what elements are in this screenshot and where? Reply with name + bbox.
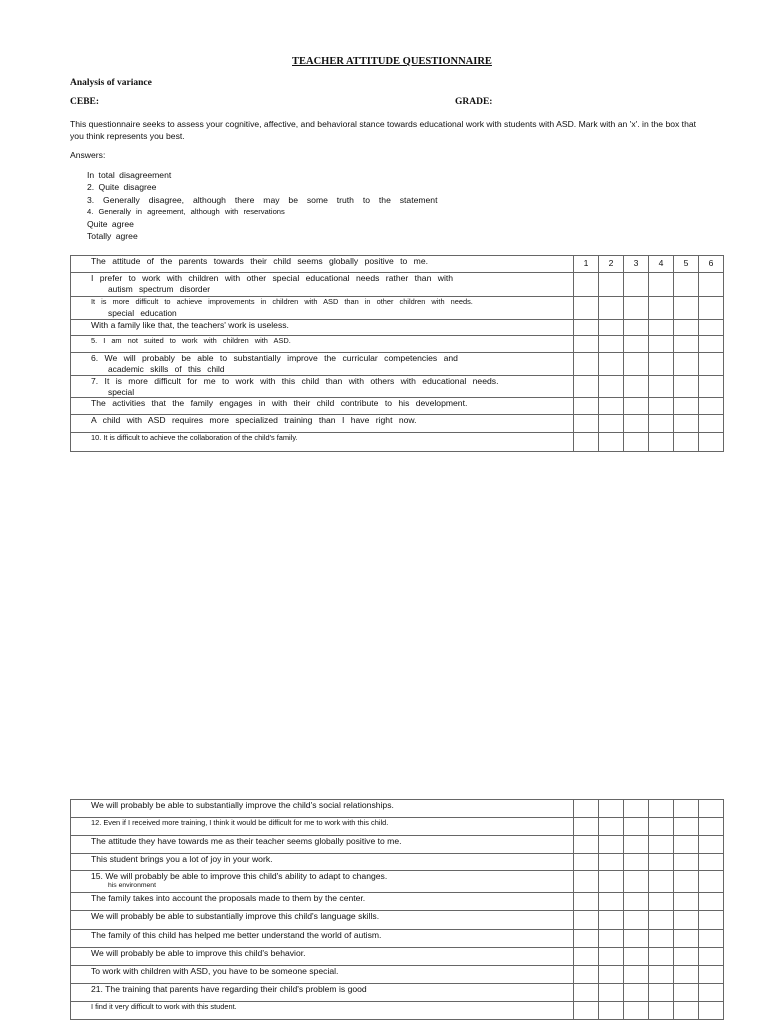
answer-checkbox-cell[interactable]: [699, 273, 724, 297]
answer-checkbox-cell[interactable]: [674, 433, 699, 452]
answer-checkbox-cell[interactable]: [649, 800, 674, 818]
question-text: [71, 818, 574, 836]
scale-header-1[interactable]: 1: [574, 256, 599, 273]
answer-checkbox-cell[interactable]: [699, 966, 724, 984]
question-label: We will probably be able to improve this child's behavior.: [91, 948, 306, 958]
question-row: [71, 353, 724, 376]
question-label: With a family like that, the teachers' work is useless.: [91, 320, 289, 330]
question-row: [71, 966, 724, 984]
answer-checkbox-cell[interactable]: [599, 818, 624, 836]
answer-checkbox-cell[interactable]: [649, 336, 674, 353]
question-text: [71, 948, 574, 966]
question-label: 7. It is more difficult for me to work with this child than with others with educational needs.: [91, 376, 499, 386]
answer-checkbox-cell[interactable]: [624, 398, 649, 415]
answer-checkbox-cell[interactable]: [599, 415, 624, 433]
question-label: I find it very difficult to work with this student.: [91, 1002, 237, 1011]
scale-header-4[interactable]: 4: [649, 256, 674, 273]
question-row: [71, 1002, 724, 1020]
answer-option: Totally agree: [87, 231, 138, 241]
answer-option: In total disagreement: [87, 170, 172, 180]
question-row: [71, 930, 724, 948]
answer-checkbox-cell[interactable]: [599, 398, 624, 415]
question-row: [71, 948, 724, 966]
question-text: [71, 800, 574, 818]
answer-checkbox-cell[interactable]: [624, 800, 649, 818]
answer-checkbox-cell[interactable]: [599, 297, 624, 320]
question-row: [71, 415, 724, 433]
answer-checkbox-cell[interactable]: [699, 415, 724, 433]
answer-checkbox-cell[interactable]: [649, 966, 674, 984]
answer-checkbox-cell[interactable]: [574, 376, 599, 398]
answer-checkbox-cell[interactable]: [624, 871, 649, 893]
answer-checkbox-cell[interactable]: [699, 818, 724, 836]
answer-checkbox-cell[interactable]: [674, 353, 699, 376]
answer-checkbox-cell[interactable]: [624, 433, 649, 452]
question-row: [71, 336, 724, 353]
question-label: We will probably be able to substantially improve this child's language skills.: [91, 911, 380, 921]
answer-checkbox-cell[interactable]: [599, 320, 624, 336]
question-continuation: special: [108, 386, 135, 397]
answer-checkbox-cell[interactable]: [574, 836, 599, 854]
answer-checkbox-cell[interactable]: [624, 415, 649, 433]
answer-checkbox-cell[interactable]: [699, 800, 724, 818]
question-text: [71, 273, 574, 297]
answer-checkbox-cell[interactable]: [599, 836, 624, 854]
question-text: [71, 320, 574, 336]
question-row: [71, 854, 724, 871]
question-text: [71, 398, 574, 415]
answer-option: 3. Generally disagree, although there may be some truth to the statement: [87, 195, 438, 205]
question-row: [71, 911, 724, 930]
questionnaire-table-2: [70, 799, 724, 1020]
question-text: [71, 911, 574, 930]
answer-checkbox-cell[interactable]: [674, 320, 699, 336]
answer-checkbox-cell[interactable]: [674, 871, 699, 893]
answer-option: 4. Generally in agreement, although with reservations: [87, 207, 285, 216]
question-label: 6. We will probably be able to substantially improve the curricular competencies and: [91, 353, 458, 363]
answer-checkbox-cell[interactable]: [624, 966, 649, 984]
question-text: [71, 297, 574, 320]
answer-checkbox-cell[interactable]: [624, 836, 649, 854]
question-row: [71, 256, 724, 273]
answer-checkbox-cell[interactable]: [624, 297, 649, 320]
question-text: [71, 984, 574, 1002]
answers-label: Answers:: [70, 150, 106, 160]
question-label: It is more difficult to achieve improvements in children with ASD than in other children with needs.: [91, 297, 473, 306]
answer-checkbox-cell[interactable]: [574, 966, 599, 984]
answer-checkbox-cell[interactable]: [574, 1002, 599, 1020]
question-label: 5. I am not suited to work with children with ASD.: [91, 336, 291, 345]
answer-checkbox-cell[interactable]: [649, 871, 674, 893]
answer-checkbox-cell[interactable]: [624, 336, 649, 353]
answer-checkbox-cell[interactable]: [599, 1002, 624, 1020]
answer-checkbox-cell[interactable]: [674, 336, 699, 353]
answer-checkbox-cell[interactable]: [649, 376, 674, 398]
answer-checkbox-cell[interactable]: [624, 273, 649, 297]
answer-checkbox-cell[interactable]: [649, 854, 674, 871]
answer-checkbox-cell[interactable]: [649, 1002, 674, 1020]
page-title: TEACHER ATTITUDE QUESTIONNAIRE: [292, 56, 492, 67]
answer-checkbox-cell[interactable]: [674, 966, 699, 984]
question-label: 21. The training that parents have regarding their child's problem is good: [91, 984, 367, 994]
question-label: This student brings you a lot of joy in your work.: [91, 854, 273, 864]
answer-checkbox-cell[interactable]: [674, 376, 699, 398]
answer-checkbox-cell[interactable]: [699, 984, 724, 1002]
answer-checkbox-cell[interactable]: [624, 1002, 649, 1020]
question-row: [71, 836, 724, 854]
question-row: [71, 376, 724, 398]
answer-checkbox-cell[interactable]: [574, 398, 599, 415]
answer-checkbox-cell[interactable]: [574, 273, 599, 297]
answer-checkbox-cell[interactable]: [649, 818, 674, 836]
answer-checkbox-cell[interactable]: [699, 948, 724, 966]
answer-checkbox-cell[interactable]: [699, 930, 724, 948]
question-label: 12. Even if I received more training, I think it would be difficult for me to work with this child.: [91, 818, 389, 827]
question-row: [71, 273, 724, 297]
answer-checkbox-cell[interactable]: [624, 930, 649, 948]
answer-checkbox-cell[interactable]: [649, 273, 674, 297]
question-text: [71, 893, 574, 911]
answer-checkbox-cell[interactable]: [649, 297, 674, 320]
answer-checkbox-cell[interactable]: [699, 1002, 724, 1020]
answer-checkbox-cell[interactable]: [649, 415, 674, 433]
answer-checkbox-cell[interactable]: [599, 854, 624, 871]
answer-checkbox-cell[interactable]: [574, 911, 599, 930]
question-continuation: autism spectrum disorder: [108, 283, 211, 294]
answer-checkbox-cell[interactable]: [674, 273, 699, 297]
question-text: [71, 336, 574, 353]
answer-checkbox-cell[interactable]: [674, 818, 699, 836]
answer-checkbox-cell[interactable]: [649, 911, 674, 930]
question-label: To work with children with ASD, you have to be someone special.: [91, 966, 339, 976]
answer-checkbox-cell[interactable]: [699, 836, 724, 854]
answer-checkbox-cell[interactable]: [674, 893, 699, 911]
question-row: [71, 433, 724, 452]
answer-checkbox-cell[interactable]: [599, 376, 624, 398]
question-label: A child with ASD requires more specialized training than I have right now.: [91, 415, 417, 425]
answer-checkbox-cell[interactable]: [699, 376, 724, 398]
answer-checkbox-cell[interactable]: [599, 893, 624, 911]
grade-label: GRADE:: [455, 97, 493, 107]
answer-checkbox-cell[interactable]: [649, 893, 674, 911]
question-row: [71, 818, 724, 836]
answer-checkbox-cell[interactable]: [599, 353, 624, 376]
answer-checkbox-cell[interactable]: [624, 353, 649, 376]
answer-checkbox-cell[interactable]: [649, 836, 674, 854]
answer-checkbox-cell[interactable]: [599, 966, 624, 984]
question-row: [71, 320, 724, 336]
answer-checkbox-cell[interactable]: [674, 854, 699, 871]
answer-checkbox-cell[interactable]: [674, 398, 699, 415]
answer-checkbox-cell[interactable]: [624, 376, 649, 398]
answer-checkbox-cell[interactable]: [649, 984, 674, 1002]
answer-checkbox-cell[interactable]: [699, 353, 724, 376]
question-text: [71, 930, 574, 948]
question-label: The attitude they have towards me as their teacher seems globally positive to me.: [91, 836, 402, 846]
scale-header-2[interactable]: 2: [599, 256, 624, 273]
question-text: [71, 836, 574, 854]
answer-checkbox-cell[interactable]: [599, 800, 624, 818]
answer-checkbox-cell[interactable]: [649, 433, 674, 452]
answer-checkbox-cell[interactable]: [699, 433, 724, 452]
answer-checkbox-cell[interactable]: [674, 1002, 699, 1020]
answer-checkbox-cell[interactable]: [699, 871, 724, 893]
scale-header-6[interactable]: 6: [699, 256, 724, 273]
answer-checkbox-cell[interactable]: [674, 297, 699, 320]
answer-option: 2. Quite disagree: [87, 182, 157, 192]
question-text: [71, 376, 574, 398]
question-row: [71, 871, 724, 893]
answer-checkbox-cell[interactable]: [599, 273, 624, 297]
question-text: [71, 854, 574, 871]
answer-checkbox-cell[interactable]: [624, 320, 649, 336]
answer-checkbox-cell[interactable]: [599, 984, 624, 1002]
intro-text: This questionnaire seeks to assess your cognitive, affective, and behavioral stance towards educational work with students with ASD. Mark with an 'x'. in the box that you think represents you best.: [70, 119, 697, 141]
question-text: [71, 1002, 574, 1020]
answer-checkbox-cell[interactable]: [699, 398, 724, 415]
answer-checkbox-cell[interactable]: [574, 336, 599, 353]
question-text: [71, 353, 574, 376]
answer-checkbox-cell[interactable]: [674, 415, 699, 433]
question-row: [71, 398, 724, 415]
answer-checkbox-cell[interactable]: [649, 948, 674, 966]
answer-checkbox-cell[interactable]: [674, 911, 699, 930]
question-text: [71, 966, 574, 984]
answer-checkbox-cell[interactable]: [574, 818, 599, 836]
question-continuation: special education: [108, 307, 177, 318]
answer-checkbox-cell[interactable]: [699, 336, 724, 353]
answer-checkbox-cell[interactable]: [699, 893, 724, 911]
cebe-label: CEBE:: [70, 97, 100, 107]
answer-checkbox-cell[interactable]: [699, 320, 724, 336]
question-row: [71, 984, 724, 1002]
answer-checkbox-cell[interactable]: [574, 800, 599, 818]
questionnaire-table-1: [70, 255, 724, 452]
answer-checkbox-cell[interactable]: [574, 854, 599, 871]
answer-checkbox-cell[interactable]: [624, 911, 649, 930]
question-text: [71, 433, 574, 452]
answer-checkbox-cell[interactable]: [674, 930, 699, 948]
answer-checkbox-cell[interactable]: [574, 415, 599, 433]
question-text: [71, 256, 574, 273]
answer-option: Quite agree: [87, 219, 134, 229]
question-text: [71, 871, 574, 893]
question-row: [71, 297, 724, 320]
question-row: [71, 800, 724, 818]
question-row: [71, 893, 724, 911]
question-label: I prefer to work with children with other special educational needs rather than with: [91, 273, 454, 283]
answer-checkbox-cell[interactable]: [599, 433, 624, 452]
answer-checkbox-cell[interactable]: [574, 948, 599, 966]
scale-header-5[interactable]: 5: [674, 256, 699, 273]
answer-checkbox-cell[interactable]: [699, 297, 724, 320]
answer-checkbox-cell[interactable]: [574, 433, 599, 452]
answer-checkbox-cell[interactable]: [624, 948, 649, 966]
answer-checkbox-cell[interactable]: [599, 930, 624, 948]
answer-checkbox-cell[interactable]: [624, 984, 649, 1002]
answer-checkbox-cell[interactable]: [574, 353, 599, 376]
answer-checkbox-cell[interactable]: [599, 948, 624, 966]
question-label: 10. It is difficult to achieve the collaboration of the child's family.: [91, 433, 298, 442]
answer-checkbox-cell[interactable]: [574, 930, 599, 948]
answer-checkbox-cell[interactable]: [599, 871, 624, 893]
question-continuation: his environment: [108, 881, 156, 889]
answer-checkbox-cell[interactable]: [624, 893, 649, 911]
answer-checkbox-cell[interactable]: [649, 398, 674, 415]
question-label: 15. We will probably be able to improve this child's ability to adapt to changes.: [91, 871, 388, 881]
answer-checkbox-cell[interactable]: [599, 911, 624, 930]
answer-checkbox-cell[interactable]: [624, 854, 649, 871]
question-label: We will probably be able to substantially improve the child's social relationships.: [91, 800, 394, 810]
answer-checkbox-cell[interactable]: [574, 297, 599, 320]
question-label: The family of this child has helped me better understand the world of autism.: [91, 930, 382, 940]
answer-checkbox-cell[interactable]: [699, 854, 724, 871]
question-label: The family takes into account the proposals made to them by the center.: [91, 893, 366, 903]
answer-checkbox-cell[interactable]: [599, 336, 624, 353]
answer-checkbox-cell[interactable]: [649, 353, 674, 376]
question-text: [71, 415, 574, 433]
answer-checkbox-cell[interactable]: [649, 930, 674, 948]
scale-header-3[interactable]: 3: [624, 256, 649, 273]
question-label: The attitude of the parents towards their child seems globally positive to me.: [91, 256, 428, 266]
answer-checkbox-cell[interactable]: [674, 836, 699, 854]
answer-checkbox-cell[interactable]: [699, 911, 724, 930]
answer-checkbox-cell[interactable]: [624, 818, 649, 836]
answer-checkbox-cell[interactable]: [674, 984, 699, 1002]
answer-checkbox-cell[interactable]: [649, 320, 674, 336]
question-label: The activities that the family engages in with their child contribute to his development.: [91, 398, 468, 408]
subtitle: Analysis of variance: [70, 78, 152, 88]
answer-checkbox-cell[interactable]: [574, 320, 599, 336]
question-continuation: academic skills of this child: [108, 363, 225, 374]
answer-checkbox-cell[interactable]: [674, 948, 699, 966]
answer-checkbox-cell[interactable]: [674, 800, 699, 818]
answer-checkbox-cell[interactable]: [574, 871, 599, 893]
answer-checkbox-cell[interactable]: [574, 893, 599, 911]
answer-checkbox-cell[interactable]: [574, 984, 599, 1002]
